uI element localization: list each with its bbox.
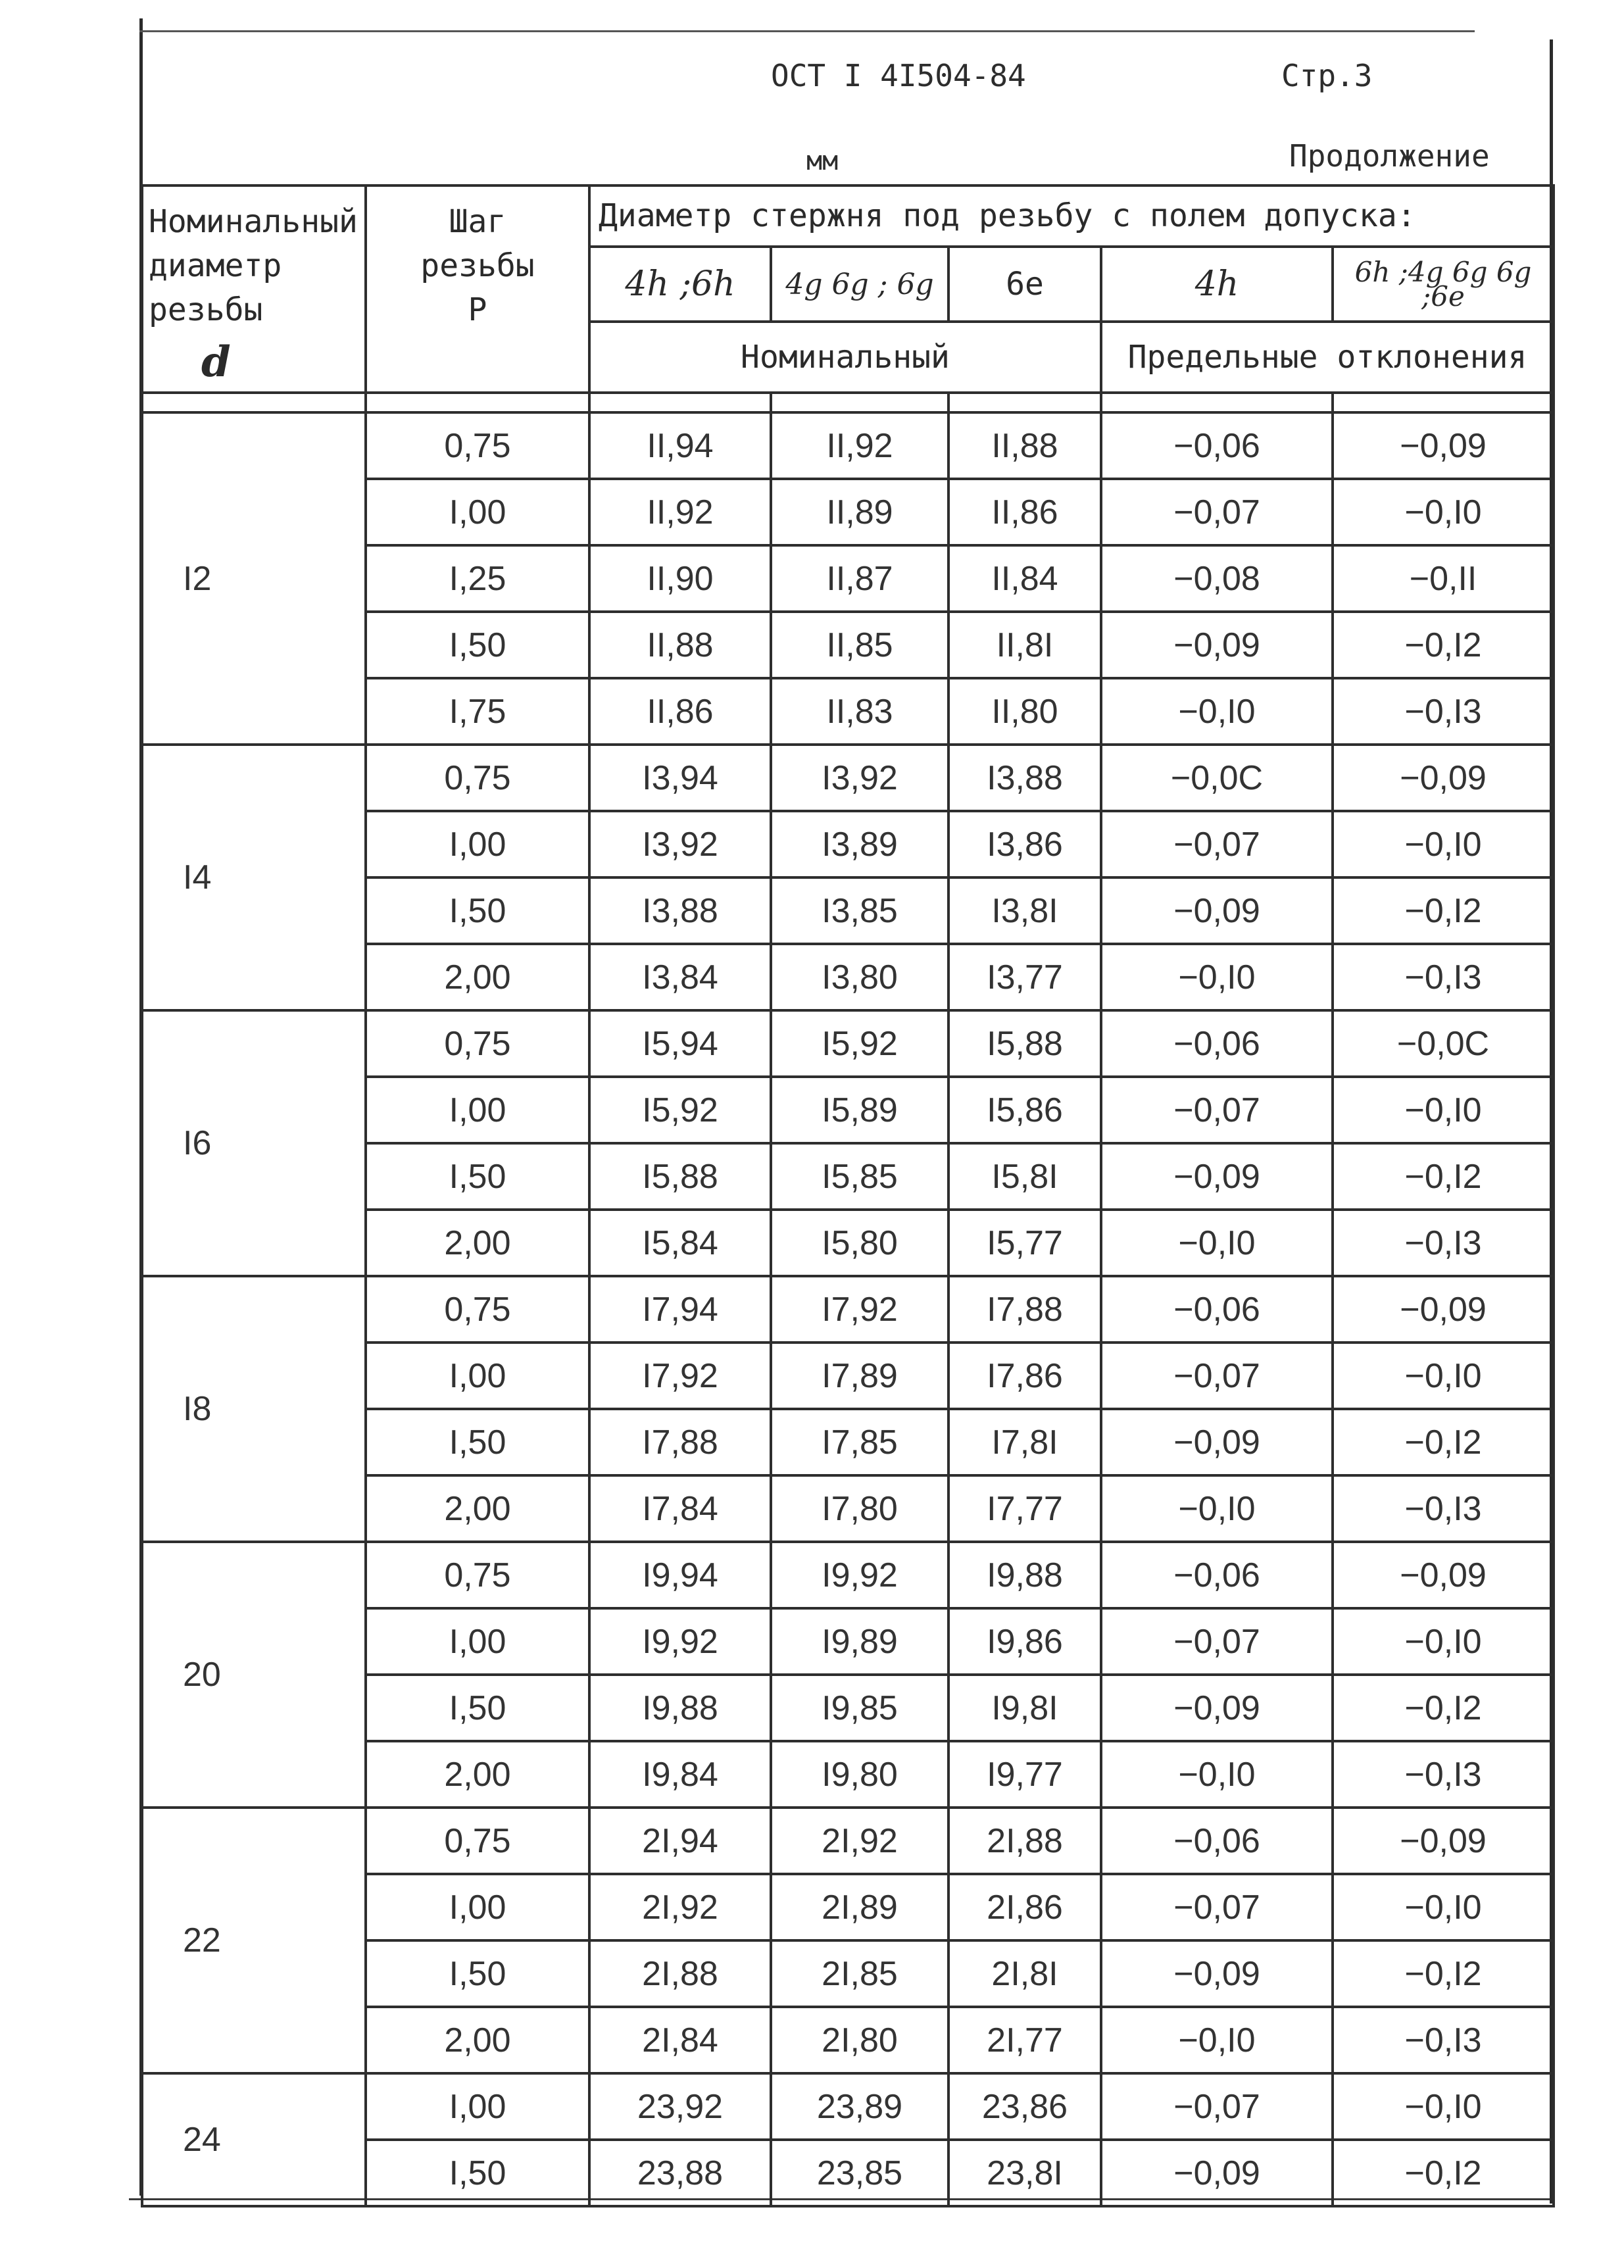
deviation-4h-cell: −0,09 (1101, 1409, 1333, 1475)
deviation-4h-cell: −0,09 (1101, 1675, 1333, 1741)
deviation-6h-cell: −0,I3 (1333, 1475, 1554, 1542)
pitch-cell: 0,75 (366, 1276, 589, 1343)
spacer-cell (589, 393, 771, 412)
nominal-4g6g-cell: II,89 (771, 479, 948, 545)
nominal-4g6g-cell: I3,89 (771, 811, 948, 877)
nominal-4g6g-cell: II,92 (771, 412, 948, 479)
deviation-6h-cell: −0,I0 (1333, 2073, 1554, 2140)
deviation-4h-cell: −0,09 (1101, 2140, 1333, 2206)
deviation-4h-cell: −0,0С (1101, 745, 1333, 811)
spacer-cell (1101, 393, 1333, 412)
spacer-cell (366, 393, 589, 412)
nominal-6e-cell: I7,86 (948, 1343, 1101, 1409)
nominal-6e-cell: I9,88 (948, 1542, 1101, 1608)
deviation-6h-cell: −0,I3 (1333, 1210, 1554, 1276)
nominal-4g6g-cell: I9,85 (771, 1675, 948, 1741)
deviation-6h-cell: −0,I2 (1333, 1409, 1554, 1475)
nominal-6e-cell: I5,86 (948, 1077, 1101, 1143)
header-nominal-diameter-line-3: резьбы (149, 291, 263, 329)
deviation-6h-cell: −0,I0 (1333, 1343, 1554, 1409)
nominal-6e-cell: 2I,77 (948, 2007, 1101, 2073)
nominal-4g6g-cell: I5,89 (771, 1077, 948, 1143)
pitch-cell: I,00 (366, 1077, 589, 1143)
nominal-4h-6h-cell: 23,92 (589, 2073, 771, 2140)
table-row (142, 1808, 1554, 1874)
nominal-4h-6h-cell: I5,88 (589, 1143, 771, 1210)
header-nominal-diameter-line-2: диаметр (149, 247, 282, 285)
nominal-4g6g-cell: 2I,85 (771, 1940, 948, 2007)
deviation-4h-cell: −0,09 (1101, 877, 1333, 944)
nominal-4h-6h-cell: I3,84 (589, 944, 771, 1010)
deviation-4h-cell: −0,09 (1101, 1940, 1333, 2007)
nominal-6e-cell: II,84 (948, 545, 1101, 612)
deviation-6h-cell: −0,09 (1333, 412, 1554, 479)
deviation-6h-cell: −0,I2 (1333, 1143, 1554, 1210)
deviation-6h-cell: −0,I2 (1333, 612, 1554, 678)
nominal-4h-6h-cell: I3,88 (589, 877, 771, 944)
header-pitch-line-1: Шаг (449, 203, 506, 240)
nominal-4g6g-cell: II,83 (771, 678, 948, 745)
deviation-4h-cell: −0,07 (1101, 479, 1333, 545)
nominal-4h-6h-cell: I9,94 (589, 1542, 771, 1608)
header-tolerance-6e: 6e (948, 247, 1101, 322)
standard-number: ОСТ I 4I504-84 (771, 58, 1026, 93)
nominal-6e-cell: 23,8I (948, 2140, 1101, 2206)
nominal-4g6g-cell: I9,89 (771, 1608, 948, 1675)
nominal-6e-cell: II,80 (948, 678, 1101, 745)
header-d-symbol: d (201, 337, 231, 387)
header-nominal-diameter-line-1: Номинальный (149, 203, 358, 240)
pitch-cell: I,00 (366, 1343, 589, 1409)
deviation-4h-cell: −0,I0 (1101, 1741, 1333, 1808)
deviation-4h-cell: −0,I0 (1101, 1475, 1333, 1542)
nominal-6e-cell: I9,77 (948, 1741, 1101, 1808)
nominal-4h-6h-cell: I3,92 (589, 811, 771, 877)
nominal-4g6g-cell: I3,85 (771, 877, 948, 944)
nominal-6e-cell: I3,88 (948, 745, 1101, 811)
table-row (142, 1010, 1554, 1077)
nominal-4g6g-cell: 2I,89 (771, 1874, 948, 1940)
nominal-4h-6h-cell: I7,84 (589, 1475, 771, 1542)
nominal-4g6g-cell: I7,80 (771, 1475, 948, 1542)
nominal-6e-cell: I5,8I (948, 1143, 1101, 1210)
nominal-4h-6h-cell: I5,84 (589, 1210, 771, 1276)
deviation-4h-cell: −0,08 (1101, 545, 1333, 612)
nominal-6e-cell: 23,86 (948, 2073, 1101, 2140)
table-row (142, 412, 1554, 479)
nominal-6e-cell: I5,77 (948, 1210, 1101, 1276)
nominal-4h-6h-cell: I7,92 (589, 1343, 771, 1409)
thread-diameter-table (141, 184, 1555, 2207)
deviation-4h-cell: −0,06 (1101, 1542, 1333, 1608)
diameter-cell: I8 (142, 1276, 366, 1542)
nominal-6e-cell: I3,8I (948, 877, 1101, 944)
deviation-4h-cell: −0,06 (1101, 1010, 1333, 1077)
deviation-4h-cell: −0,07 (1101, 811, 1333, 877)
nominal-4h-6h-cell: I3,94 (589, 745, 771, 811)
deviation-4h-cell: −0,07 (1101, 1874, 1333, 1940)
pitch-cell: 2,00 (366, 944, 589, 1010)
pitch-cell: 0,75 (366, 412, 589, 479)
nominal-6e-cell: I3,77 (948, 944, 1101, 1010)
pitch-cell: 0,75 (366, 1010, 589, 1077)
nominal-4g6g-cell: 23,89 (771, 2073, 948, 2140)
diameter-cell: 22 (142, 1808, 366, 2073)
nominal-4g6g-cell: I9,92 (771, 1542, 948, 1608)
spacer-cell (948, 393, 1101, 412)
nominal-6e-cell: I7,77 (948, 1475, 1101, 1542)
nominal-4h-6h-cell: II,88 (589, 612, 771, 678)
deviation-6h-cell: −0,09 (1333, 745, 1554, 811)
nominal-4h-6h-cell: I5,94 (589, 1010, 771, 1077)
nominal-4g6g-cell: 23,85 (771, 2140, 948, 2206)
deviation-4h-cell: −0,07 (1101, 2073, 1333, 2140)
nominal-6e-cell: I3,86 (948, 811, 1101, 877)
page-number: Стр.3 (1281, 58, 1373, 93)
frame-top-border (139, 30, 1475, 32)
deviation-6h-cell: −0,I2 (1333, 2140, 1554, 2206)
pitch-cell: 0,75 (366, 1542, 589, 1608)
pitch-cell: 0,75 (366, 1808, 589, 1874)
header-deviations: Предельные отклонения (1101, 322, 1554, 393)
nominal-4h-6h-cell: II,86 (589, 678, 771, 745)
nominal-4g6g-cell: II,85 (771, 612, 948, 678)
pitch-cell: I,50 (366, 1143, 589, 1210)
pitch-cell: I,25 (366, 545, 589, 612)
deviation-6h-cell: −0,I2 (1333, 1675, 1554, 1741)
header-nominal: Номинальный (589, 322, 1101, 393)
nominal-4g6g-cell: 2I,92 (771, 1808, 948, 1874)
nominal-4g6g-cell: I3,92 (771, 745, 948, 811)
pitch-cell: 2,00 (366, 2007, 589, 2073)
deviation-4h-cell: −0,I0 (1101, 944, 1333, 1010)
spacer-cell (771, 393, 948, 412)
deviation-4h-cell: −0,I0 (1101, 678, 1333, 745)
nominal-4h-6h-cell: 2I,88 (589, 1940, 771, 2007)
pitch-cell: 2,00 (366, 1741, 589, 1808)
deviation-6h-cell: −0,09 (1333, 1808, 1554, 1874)
deviation-4h-cell: −0,07 (1101, 1608, 1333, 1675)
nominal-4h-6h-cell: I7,94 (589, 1276, 771, 1343)
deviation-6h-cell: −0,I2 (1333, 877, 1554, 944)
header-tolerance-4h-6h: 4h ;6h (589, 247, 771, 322)
table-row (142, 2073, 1554, 2140)
nominal-4g6g-cell: I7,89 (771, 1343, 948, 1409)
spacer-cell (1333, 393, 1554, 412)
nominal-4g6g-cell: I7,85 (771, 1409, 948, 1475)
deviation-6h-cell: −0,I0 (1333, 811, 1554, 877)
deviation-4h-cell: −0,06 (1101, 1808, 1333, 1874)
deviation-6h-cell: −0,09 (1333, 1276, 1554, 1343)
nominal-4g6g-cell: I3,80 (771, 944, 948, 1010)
header-pitch-line-2: резьбы (420, 247, 535, 285)
deviation-4h-cell: −0,09 (1101, 612, 1333, 678)
nominal-4h-6h-cell: I7,88 (589, 1409, 771, 1475)
deviation-6h-cell: −0,I0 (1333, 1608, 1554, 1675)
nominal-4h-6h-cell: 2I,94 (589, 1808, 771, 1874)
nominal-6e-cell: 2I,86 (948, 1874, 1101, 1940)
pitch-cell: I,50 (366, 2140, 589, 2206)
table-row (142, 1276, 1554, 1343)
header-pitch-line-3: Р (468, 291, 487, 329)
nominal-4h-6h-cell: I9,88 (589, 1675, 771, 1741)
deviation-6h-cell: −0,0С (1333, 1010, 1554, 1077)
header-tolerance-4g6g-6g: 4g 6g ; 6g (771, 247, 948, 322)
nominal-4h-6h-cell: II,94 (589, 412, 771, 479)
header-tolerance-6h-4g6g-6g-6e: 6h ;4g 6g 6g ;6e (1333, 247, 1554, 322)
table-row (142, 1542, 1554, 1608)
header-tolerance-4h: 4h (1101, 247, 1333, 322)
deviation-6h-cell: −0,I0 (1333, 1077, 1554, 1143)
deviation-4h-cell: −0,I0 (1101, 2007, 1333, 2073)
deviation-6h-cell: −0,I3 (1333, 1741, 1554, 1808)
spacer-row (142, 393, 1554, 412)
pitch-cell: I,00 (366, 1608, 589, 1675)
diameter-cell: I2 (142, 412, 366, 745)
nominal-6e-cell: I9,86 (948, 1608, 1101, 1675)
nominal-4h-6h-cell: 2I,92 (589, 1874, 771, 1940)
pitch-cell: I,50 (366, 612, 589, 678)
deviation-4h-cell: −0,06 (1101, 412, 1333, 479)
deviation-4h-cell: −0,I0 (1101, 1210, 1333, 1276)
units-label: мм (806, 146, 839, 176)
pitch-cell: 0,75 (366, 745, 589, 811)
pitch-cell: I,50 (366, 877, 589, 944)
nominal-4g6g-cell: II,87 (771, 545, 948, 612)
nominal-6e-cell: 2I,88 (948, 1808, 1101, 1874)
deviation-4h-cell: −0,09 (1101, 1143, 1333, 1210)
deviation-6h-cell: −0,09 (1333, 1542, 1554, 1608)
deviation-6h-cell: −0,I2 (1333, 1940, 1554, 2007)
nominal-4g6g-cell: I5,85 (771, 1143, 948, 1210)
header-pitch (366, 185, 589, 393)
pitch-cell: 2,00 (366, 1210, 589, 1276)
pitch-cell: I,00 (366, 2073, 589, 2140)
diameter-cell: I4 (142, 745, 366, 1010)
nominal-6e-cell: I5,88 (948, 1010, 1101, 1077)
nominal-6e-cell: I7,8I (948, 1409, 1101, 1475)
nominal-4h-6h-cell: I9,92 (589, 1608, 771, 1675)
nominal-4g6g-cell: I5,92 (771, 1010, 948, 1077)
nominal-4g6g-cell: I5,80 (771, 1210, 948, 1276)
pitch-cell: I,00 (366, 479, 589, 545)
deviation-4h-cell: −0,07 (1101, 1077, 1333, 1143)
deviation-6h-cell: −0,II (1333, 545, 1554, 612)
deviation-6h-cell: −0,I3 (1333, 678, 1554, 745)
diameter-cell: I6 (142, 1010, 366, 1276)
nominal-6e-cell: II,8I (948, 612, 1101, 678)
deviation-6h-cell: −0,I0 (1333, 1874, 1554, 1940)
spacer-cell (142, 393, 366, 412)
nominal-4g6g-cell: I9,80 (771, 1741, 948, 1808)
deviation-6h-cell: −0,I0 (1333, 479, 1554, 545)
pitch-cell: I,00 (366, 811, 589, 877)
nominal-4g6g-cell: I7,92 (771, 1276, 948, 1343)
pitch-cell: I,00 (366, 1874, 589, 1940)
pitch-cell: I,50 (366, 1940, 589, 2007)
continuation-label: Продолжение (1289, 138, 1490, 174)
nominal-4h-6h-cell: I9,84 (589, 1741, 771, 1808)
nominal-4g6g-cell: 2I,80 (771, 2007, 948, 2073)
diameter-cell: 20 (142, 1542, 366, 1808)
deviation-4h-cell: −0,06 (1101, 1276, 1333, 1343)
nominal-6e-cell: I7,88 (948, 1276, 1101, 1343)
nominal-4h-6h-cell: I5,92 (589, 1077, 771, 1143)
nominal-4h-6h-cell: II,92 (589, 479, 771, 545)
header-group-title: Диаметр стержня под резьбу с полем допуска: (589, 185, 1554, 247)
header-nominal-diameter (142, 185, 366, 393)
deviation-4h-cell: −0,07 (1101, 1343, 1333, 1409)
pitch-cell: I,75 (366, 678, 589, 745)
nominal-6e-cell: II,88 (948, 412, 1101, 479)
nominal-4h-6h-cell: II,90 (589, 545, 771, 612)
pitch-cell: I,50 (366, 1675, 589, 1741)
deviation-6h-cell: −0,I3 (1333, 944, 1554, 1010)
deviation-6h-cell: −0,I3 (1333, 2007, 1554, 2073)
pitch-cell: I,50 (366, 1409, 589, 1475)
nominal-4h-6h-cell: 23,88 (589, 2140, 771, 2206)
nominal-4h-6h-cell: 2I,84 (589, 2007, 771, 2073)
nominal-6e-cell: 2I,8I (948, 1940, 1101, 2007)
nominal-6e-cell: II,86 (948, 479, 1101, 545)
diameter-cell: 24 (142, 2073, 366, 2206)
nominal-6e-cell: I9,8I (948, 1675, 1101, 1741)
table-row (142, 745, 1554, 811)
pitch-cell: 2,00 (366, 1475, 589, 1542)
